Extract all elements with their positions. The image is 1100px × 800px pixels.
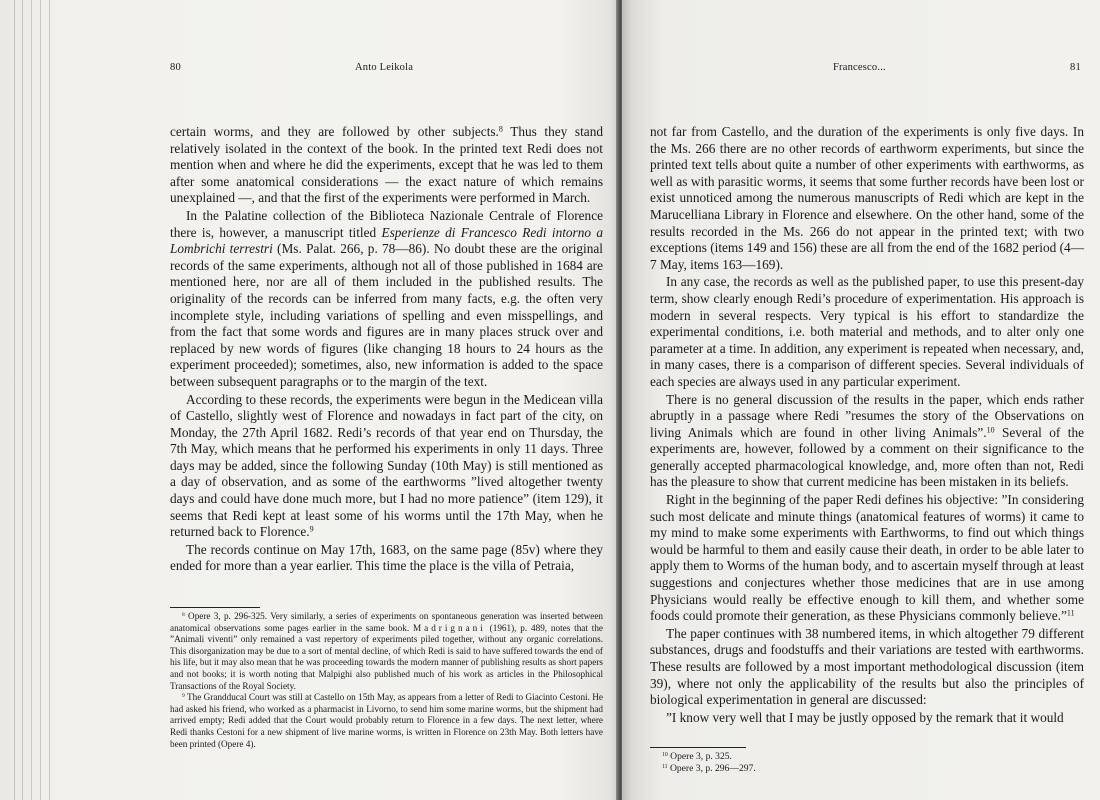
paragraph: ”I know very well that I may be justly opposed by the remark that it would xyxy=(666,709,1064,725)
footnote-marker: 11 xyxy=(1066,608,1075,618)
footnote: $^8$ Opere 3, p. 296-325. Very similarly, a series of experiments on spontaneous generation was inserted between anatomical observations some pages earlier in the same book. Madrignani (1961), p. 489, notes that the ”Animali viventi” only remained a vast repertory of experiments piled together, without any organic correlations. This disorganization may be due to a sort of mental decline, of which Redi is said to have suffered towards the end of his life, but it may also mean that he was proceeding towards the modern manner of publishing results as short papers and not books; it is worth noting that Malpighi also published much of his work as articles in the Philosophical Transactions of the Royal Society. xyxy=(170,611,603,691)
footnote-marker: 8 xyxy=(182,611,185,618)
footnote-marker: 10 xyxy=(662,751,668,758)
page-number: 81 xyxy=(1070,62,1081,73)
paragraph: There is no general discussion of the results in the paper, which ends rather abruptly in a passage where Redi ”resumes the story of the Observations on living Animals which are found in other living Animals”.$^{10}$ Several of the experiments are, however, followed by a comment on their significance to the generally accepted pharmacological knowledge, and, more often than not, Redi has the pleasure to show that current medicine has been mistaken in its beliefs. xyxy=(650,391,1084,490)
paragraph: In any case, the records as well as the published paper, to use this present-day term, show clearly enough Redi’s procedure of experimentation. His approach is modern in several respects. Very typical is his effort to standardize the experimental conditions, i.e. both material and methods, and to alter only one parameter at a time. In addition, any experiment is repeated when necessary, and, in many cases, there is a comparison of different species. Several individuals of each species are always used in any particular experiment. xyxy=(650,274,1084,389)
footnote: $^9$ The Grandducal Court was still at Castello on 15th May, as appears from a letter of Redi to Giacinto Cestoni. He had asked his friend, who worked as a pharmacist in Livorno, to send him some marine worms, but the shipment had arrived empty; Redi added that the Court would probably return to Florence in a few days. The next letter, where Redi thanks Cestoni for a new shipment of live marine worms, is written in Florence on 23th May. Both letters have been printed (Opere 4). xyxy=(170,692,603,749)
paragraph: The records continue on May 17th, 1683, on the same page (85v) where they ended for more than a year earlier. This time the place is the villa of Petraia, xyxy=(170,541,603,574)
running-head: Anto Leikola xyxy=(355,62,414,73)
page-number: 80 xyxy=(170,62,181,73)
footnote-rule xyxy=(170,607,260,608)
footnotes xyxy=(650,751,1084,774)
footnote-marker: 11 xyxy=(662,763,668,770)
footnotes xyxy=(170,611,603,750)
paragraph: In the Palatine collection of the Biblioteca Nazionale Centrale of Florence there is, however, a manuscript titled Esperienze di Francesco Redi intorno a Lombrichi terrestri (Ms. Palat. 266, p. 78—86). No doubt these are the original records of the same experiments, although not all of those published in 1684 are mentioned here, nor are all of them included in the published results. The originality of the records can be inferred from many facts, e.g. the often very incomplete style, including variations of spelling and even misspellings, and from the fact that some words and figures are in many places struck over and replaced by new words of figures (like changing 18 hours to 24 hours as the experiment proceeded); sometimes, also, new information is added to the space between subsequent paragraphs or to the margin of the text. xyxy=(170,207,604,389)
footnote-marker: 9 xyxy=(182,693,185,700)
footnote-marker: 8 xyxy=(498,124,503,134)
paragraph: certain worms, and they are followed by other subjects.$^8$ Thus they stand relatively isolated in the context of the book. In the printed text Redi does not mention when and where he did the experiments, except that he was led to them after some anatomical considerations — the exact nature of which remains unexplained —, and that the first of the experiments were performed in March. xyxy=(170,124,603,206)
footnote: $^{11}$ Opere 3, p. 296—297. xyxy=(662,762,756,774)
footnote: $^{10}$ Opere 3, p. 325. xyxy=(662,751,732,762)
body-text xyxy=(650,124,1084,726)
body-text xyxy=(170,124,603,575)
running-head: Francesco... xyxy=(833,62,886,73)
footnote-marker: 9 xyxy=(309,524,314,534)
page-edges xyxy=(0,0,60,800)
paragraph: According to these records, the experiments were begun in the Medicean villa of Castello, slightly west of Florence and nowadays in fact part of the city, on Monday, the 27th April 1682. Redi’s records of that year end on Thursday, the 7th May, which means that he performed his experiments in only 11 days. Three days may be added, since the following Sunday (10th May) is still mentioned as a day of observation, and as some of the earthworms ”lived altogether twenty days and could have done much more, but I had no more patience” (item 129), it seems that Redi kept at least some of his worms until the 17th May, when he returned back to Florence.$^9$ xyxy=(170,391,603,540)
paragraph: not far from Castello, and the duration of the experiments is only five days. In the Ms. 266 there are no other records of earthworm experiments, but since the printed text tells about quite a number of other experiments with earthworms, as well as with parasitic worms, it seems that some further records have been lost or exist unnoticed among the numerous manuscripts of Redi which are kept in the Marucelliana Library in Florence and elsewhere. On the other hand, some of the results recorded in the Ms. 266 do not appear in the printed text; with two exceptions (items 149 and 156) these are all from the end of the 1682 period (4—7 May, items 163—169). xyxy=(650,124,1084,272)
paragraph: The paper continues with 38 numbered items, in which altogether 79 different substances, drugs and foodstuffs and their variations are tested with earthworms. These results are followed by a most important methodological discussion (item 39), where not only the applicability of the results but also the principles of biological experimentation in general are discussed: xyxy=(650,625,1084,708)
paragraph: Right in the beginning of the paper Redi defines his objective: ”In considering such most delicate and minute things (anatomical features of worms) it came to my mind to make some experiments with Earthworms, to find out which things would be harmful to them and easily cause their death, in order to be able later to apply them to Worms of the human body, and to ascertain myself through at least suggestions and conjectures whether those medicines that are in use among Physicians would really be effective enough to kill them, and whether some foods could promote their generation, as these Physicians commonly believe.”$^{11}$ xyxy=(650,492,1084,624)
footnote-rule xyxy=(650,747,746,748)
footnote-marker: 10 xyxy=(986,425,995,435)
right-page xyxy=(622,0,1100,800)
